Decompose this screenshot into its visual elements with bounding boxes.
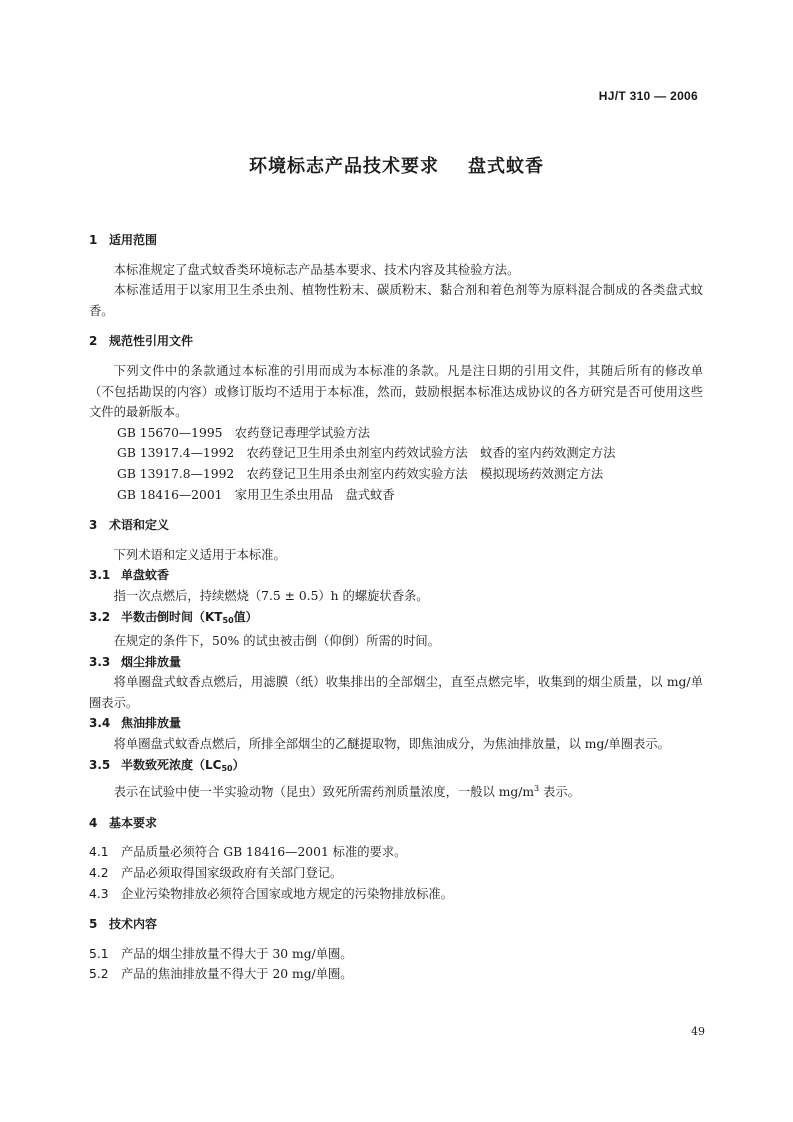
reference-item: GB 13917.8—1992 农药登记卫生用杀虫剂室内药效实验方法 模拟现场药效测定方法 [117,466,604,481]
clause-number: 4.2 [89,866,109,881]
term-definition: 指一次点燃后，持续燃烧（7.5 ± 0.5）h 的螺旋状香条。 [113,588,429,603]
clause-number: 4.3 [89,886,109,901]
subscript: 50 [221,763,233,773]
term-title: 焦油排放量 [121,716,182,731]
section-number: 2 [89,334,98,349]
term-definition: 将单圈盘式蚊香点燃后，所排全部烟尘的乙醚提取物，即焦油成分，为焦油排放量，以 mg/单圈表示。 [113,737,670,752]
section-number: 5 [89,917,98,932]
paragraph: 下列文件中的条款通过本标准的引用而成为本标准的条款。凡是注日期的引用文件，其随后所有的修改单（不包括勘误的内容）或修订版均不适用于本标准，然而，鼓励根据本标准达成协议的各方研究是否可使用这些文件的最新版本。 [89,363,703,420]
term-definition [89,779,703,803]
paragraph: 本标准适用于以家用卫生杀虫剂、植物性粉末、碳质粉末、黏合剂和着色剂等为原料混合制成的各类盘式蚊香。 [89,283,703,318]
subscript: 50 [222,615,234,625]
section-4-heading [89,813,703,834]
definition-text: 表示。 [539,785,580,800]
term-3-4-heading [89,713,703,734]
section-1-heading [89,230,703,251]
clause-text: 产品必须取得国家级政府有关部门登记。 [121,866,343,881]
term-3-1-heading [89,565,703,586]
clause-item [89,884,703,905]
section-number: 4 [89,815,98,830]
term-number: 3.4 [89,716,111,731]
paragraph: 下列术语和定义适用于本标准。 [113,547,286,562]
section-3-heading [89,515,703,536]
section-title: 适用范围 [109,233,158,247]
reference-item: GB 15670—1995 农药登记毒理学试验方法 [117,425,371,440]
term-number: 3.5 [89,757,111,772]
document-body [89,230,703,985]
reference-item: GB 13917.4—1992 农药登记卫生用杀虫剂室内药效试验方法 蚊香的室内药效测定方法 [117,446,616,461]
clause-item [89,863,703,884]
clause-text: 产品的烟尘排放量不得大于 30 mg/单圈。 [121,946,353,961]
term-title-part: 半数致死浓度（LC [121,757,222,772]
clause-number: 4.1 [89,845,109,860]
section-title: 技术内容 [109,917,158,932]
standard-code: HJ/T 310 — 2006 [598,89,698,103]
document-title: 环境标志产品技术要求 盘式蚊香 [248,156,545,177]
definition-text: 表示在试验中使一半实验动物（昆虫）致死所需药剂质量浓度，一般以 mg/m [113,785,535,800]
term-title: 烟尘排放量 [121,654,182,669]
clause-item [89,944,703,965]
section-title: 规范性引用文件 [109,334,194,349]
clause-text: 企业污染物排放必须符合国家或地方规定的污染物排放标准。 [121,886,454,901]
superscript: 3 [534,784,540,794]
term-number: 3.1 [89,568,111,583]
section-number: 1 [89,233,98,247]
clause-number: 5.2 [89,967,109,982]
clause-item [89,842,703,863]
reference-item: GB 18416—2001 家用卫生杀虫用品 盘式蚊香 [117,487,395,502]
term-definition: 在规定的条件下，50% 的试虫被击倒（仰倒）所需的时间。 [113,634,440,649]
section-2-heading [89,331,703,352]
clause-item [89,964,703,985]
section-number: 3 [89,518,98,533]
clause-text: 产品质量必须符合 GB 18416—2001 标准的要求。 [121,845,407,860]
section-title: 术语和定义 [109,518,170,533]
page-number: 49 [691,1025,705,1038]
term-3-2-heading [89,607,703,632]
paragraph: 本标准规定了盘式蚊香类环境标志产品基本要求、技术内容及其检验方法。 [113,262,520,277]
term-title-part: ） [232,757,245,772]
section-title: 基本要求 [109,815,158,830]
term-title: 单盘蚊香 [121,568,170,583]
term-number: 3.2 [89,609,111,624]
term-definition: 将单圈盘式蚊香点燃后，用滤膜（纸）收集排出的全部烟尘，直至点燃完毕，收集到的烟尘质量，以 mg/单圈表示。 [89,675,703,710]
term-number: 3.3 [89,654,111,669]
clause-text: 产品的焦油排放量不得大于 20 mg/单圈。 [121,967,353,982]
section-5-heading [89,914,703,935]
term-title-part: 半数击倒时间（KT [121,609,223,624]
term-3-3-heading [89,652,703,673]
term-3-5-heading [89,755,703,780]
term-title-part: 值） [233,609,258,624]
clause-number: 5.1 [89,946,109,961]
